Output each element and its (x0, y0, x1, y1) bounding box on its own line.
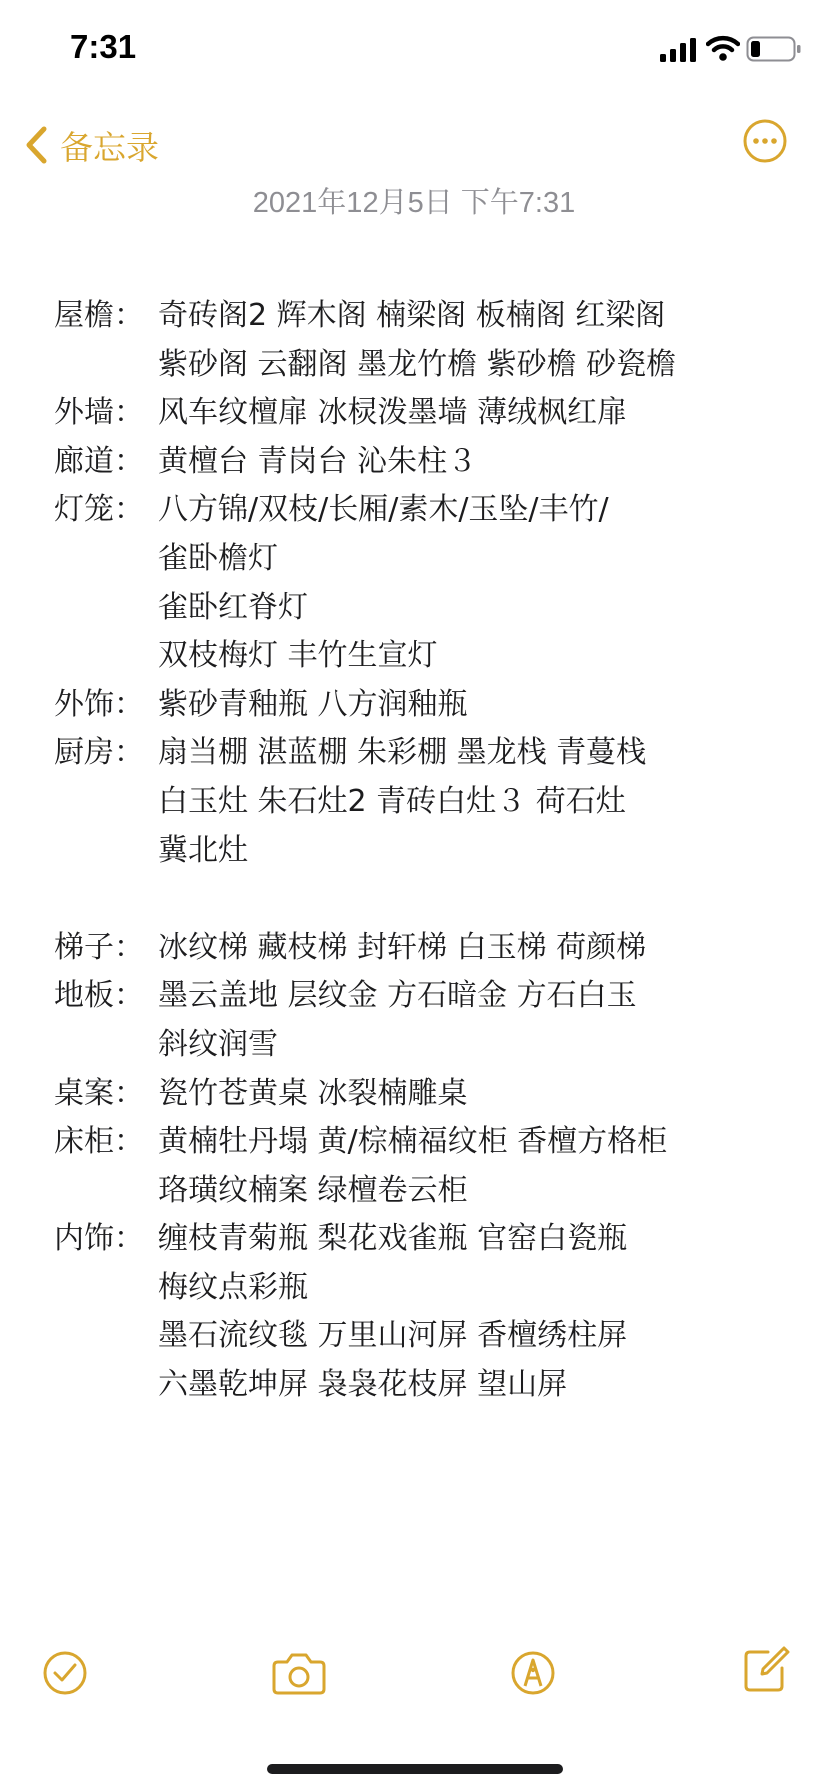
note-section (54, 438, 794, 487)
note-line: 斜纹润雪 (158, 1026, 278, 1062)
section-label: 外饰： (54, 686, 144, 722)
chevron-left-icon (22, 124, 52, 166)
note-line: 缠枝青菊瓶 梨花戏雀瓶 官窑白瓷瓶 (158, 1221, 628, 1257)
section-label: 屋檐： (54, 298, 144, 333)
section-label: 厨房： (54, 735, 144, 771)
note-line: 墨石流纹毯 万里山河屏 香檀绣柱屏 (158, 1318, 628, 1354)
section-lines (158, 486, 794, 680)
note-line: 冀北灶 (158, 832, 248, 868)
section-label: 外墙： (54, 395, 144, 431)
note-section (54, 681, 794, 730)
note-section (54, 924, 794, 973)
section-lines (158, 1118, 794, 1215)
note-line: 紫砂青釉瓶 八方润釉瓶 (158, 686, 468, 722)
note-line: 白玉灶 朱石灶2 青砖白灶３ 荷石灶 (158, 783, 626, 819)
section-label: 桌案： (54, 1075, 144, 1111)
section-lines (158, 389, 794, 438)
note-line: 珞璜纹楠案 绿檀卷云柜 (158, 1172, 468, 1208)
note-line: 扇当棚 湛蓝棚 朱彩棚 墨龙栈 青蔓栈 (158, 735, 647, 771)
note-line: 瓷竹苍黄桌 冰裂楠雕桌 (158, 1075, 468, 1111)
status-bar (0, 0, 828, 100)
note-body[interactable] (54, 292, 794, 1410)
note-line: 紫砂阁 云翻阁 墨龙竹檐 紫砂檐 砂瓷檐 (158, 346, 677, 382)
nav-bar (0, 110, 828, 180)
back-button[interactable] (22, 118, 159, 172)
pen-tip-circle-icon[interactable] (510, 1650, 556, 1696)
note-line: 八方锦/双枝/长厢/素木/玉坠/丰竹/ (158, 492, 609, 528)
section-lines (158, 729, 794, 875)
note-section (54, 1215, 794, 1409)
back-label: 备忘录 (60, 128, 159, 166)
note-line: 冰纹梯 藏枝梯 封轩梯 白玉梯 荷颜梯 (158, 929, 647, 965)
note-section (54, 292, 794, 389)
section-lines (158, 972, 794, 1069)
section-label: 地板： (54, 978, 144, 1014)
note-section (54, 389, 794, 438)
section-label: 廊道： (54, 443, 144, 479)
signal-icon (660, 38, 698, 62)
compose-icon[interactable] (742, 1644, 790, 1694)
note-line: 黄楠牡丹塌 黄/棕楠福纹柜 香檀方格柜 (158, 1124, 668, 1160)
note-line: 奇砖阁2 辉木阁 楠梁阁 板楠阁 红梁阁 (158, 298, 666, 333)
section-lines (158, 1070, 794, 1119)
note-line: 雀卧檐灯 (158, 540, 278, 576)
checkmark-circle-icon[interactable] (42, 1650, 88, 1696)
ellipsis-circle-icon[interactable] (742, 118, 788, 164)
wifi-icon (706, 34, 740, 62)
note-line: 墨云盖地 层纹金 方石暗金 方石白玉 (158, 978, 637, 1014)
section-lines (158, 924, 794, 973)
note-line: 风车纹檀扉 冰棂泼墨墙 薄绒枫红扉 (158, 395, 628, 431)
note-line: 雀卧红脊灯 (158, 589, 308, 625)
note-line: 梅纹点彩瓶 (158, 1269, 308, 1305)
section-label: 床柜： (54, 1124, 144, 1160)
section-lines (158, 681, 794, 730)
home-indicator[interactable] (267, 1764, 563, 1774)
section-label: 内饰： (54, 1221, 144, 1257)
note-section (54, 1118, 794, 1215)
section-label: 灯笼： (54, 492, 144, 528)
section-lines (158, 292, 794, 389)
section-lines (158, 1215, 794, 1409)
note-date: 2021年12月5日 下午7:31 (252, 187, 576, 219)
note-section (54, 729, 794, 875)
section-lines (158, 438, 794, 487)
bottom-toolbar (0, 1650, 828, 1710)
status-time: 7:31 (70, 28, 137, 65)
note-line: 六墨乾坤屏 袅袅花枝屏 望山屏 (158, 1367, 568, 1403)
note-section (54, 486, 794, 680)
camera-icon[interactable] (272, 1650, 326, 1696)
battery-icon (746, 36, 802, 62)
section-label: 梯子： (54, 929, 144, 965)
note-line: 黄檀台 青岗台 沁朱柱３ (158, 443, 478, 479)
note-section (54, 1070, 794, 1119)
note-line: 双枝梅灯 丰竹生宣灯 (158, 638, 438, 674)
blank-line (54, 875, 794, 924)
note-section (54, 972, 794, 1069)
